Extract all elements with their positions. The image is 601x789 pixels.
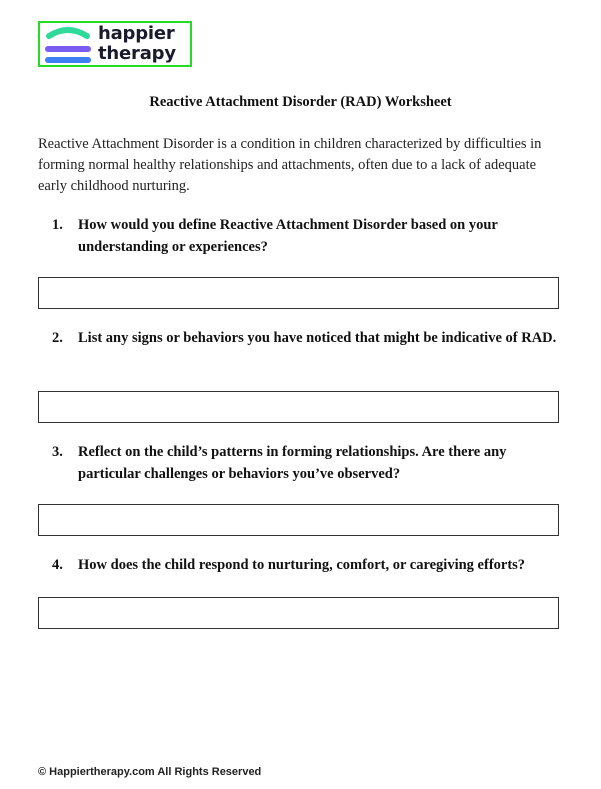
question-text: How does the child respond to nurturing, comfort, or caregiving efforts? [78,557,526,573]
question-text: List any signs or behaviors you have noticed that might be indicative of RAD. [78,330,557,346]
question-number: 2. [52,330,63,346]
answer-field-2[interactable] [38,391,559,423]
logo-line-2: therapy [98,43,176,64]
question-text: Reflect on the child’s patterns in forming relationships. Are there any particular challenges or behaviors you’ve observed? [78,444,507,482]
intro-paragraph: Reactive Attachment Disorder is a condition in children characterized by difficulties in forming normal healthy relationships and attachments, often due to a lack of adequate early childhood nurturing. [38,136,542,194]
question-4 [52,555,572,577]
answer-field-4[interactable] [38,597,559,629]
happier-therapy-logo [38,21,192,67]
question-2 [52,328,564,350]
copyright-footer: © Happiertherapy.com All Rights Reserved [38,766,262,778]
worksheet-title: Reactive Attachment Disorder (RAD) Worksheet [149,94,452,110]
logo-wordmark [98,24,176,64]
answer-field-1[interactable] [38,277,559,309]
question-number: 1. [52,217,63,233]
rainbow-arcs-icon [43,25,93,65]
question-number: 4. [52,557,63,573]
question-3 [52,442,564,485]
question-1 [52,215,564,258]
question-text: How would you define Reactive Attachment Disorder based on your understanding or experiences? [78,217,498,255]
logo-line-1: happier [98,23,175,44]
question-number: 3. [52,444,63,460]
answer-field-3[interactable] [38,504,559,536]
